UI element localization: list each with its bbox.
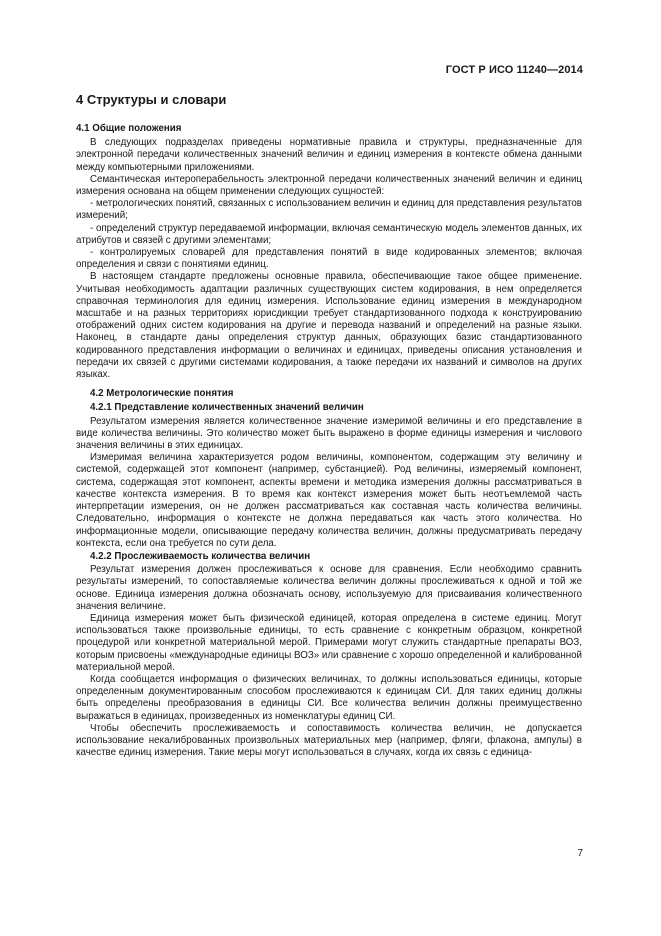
list-item: - контролируемых словарей для представления понятий в виде кодированных элементов; включая определения и связи с понятиями единиц. xyxy=(76,247,582,271)
paragraph: Единица измерения может быть физической единицей, которая определена в системе единиц. Могут использоваться также произвольные единицы, то есть сравнение с конкретным образцом, конкретной процедурой или конкретной материальной мерой. Примерами могут служить стандартные препараты ВОЗ, которым присвоены «международные единицы ВОЗ» или сравнение с хорошо определенной и калиброванной материальной мерой. xyxy=(76,612,582,673)
paragraph: Когда сообщается информация о физических величинах, то должны использоваться единицы, которые определенным документированным способом прослеживаются к единицам СИ. Для таких единиц должны быть определены преобразования в единицы СИ. Все количества величин должны преимущественно выражаться в единицах, произведенных из номенклатуры единиц СИ. xyxy=(76,673,582,722)
page-number: 7 xyxy=(577,848,583,859)
section-4-1-title: 4.1 Общие положения xyxy=(76,123,182,134)
paragraph: В следующих подразделах приведены нормативные правила и структуры, предназначенные для электронной передачи количественных значений величин и единиц измерения в контексте обмена данными между компьютерными приложениями. xyxy=(76,137,582,173)
paragraph: В настоящем стандарте предложены основные правила, обеспечивающие такое общее применение. Учитывая необходимость адаптации различных существующих систем кодирования, в нем определяется справочная терминология для единиц измерения. Использование единиц измерения в международном масштабе и на разных территориях юрисдикции требует стандартизованного подхода к конструированию отображений одних систем кодирования на другие и перевода названий и определений на разные языки. Наконец, в стандарте даны определения структур данных, образующих базис стандартизованного кодированного представления информации о величинах и единицах, приведены описания установления и передачи их связей с другими системами кодирования, а также передачи их названий и символов на других языках. xyxy=(76,271,582,381)
list-item: - определений структур передаваемой информации, включая семантическую модель элементов данных, их атрибутов и связей с другими элементами; xyxy=(76,222,582,246)
page-content xyxy=(76,92,582,759)
paragraph: Результат измерения должен прослеживаться к основе для сравнения. Если необходимо сравнить результаты измерений, то сопоставляемые количества величин должны прослеживаться к одной и той же основе. Единица измерения должна обозначать основу, используемую для присваивания количественного значения величине. xyxy=(76,564,582,612)
section-4-title: 4 Структуры и словари xyxy=(76,92,227,107)
paragraph: Измеримая величина характеризуется родом величины, компонентом, содержащим эту величину и системой, содержащей этот компонент (например, субстанцией). Род величины, измеряемый компонент, система, содержащая этот компонент, аспекты времени и методика измерения должны рассматриваться в качестве контекста измерения. В то время как контекст измерения может быть неотъемлемой часть интерпретации измерения, он не должен рассматриваться как составная часть количества величины. Следовательно, информация о контексте не должна передаваться как часть этого количества. Но информационные модели, описывающие передачу количества величин, должны предусматривать передачу контекста, если она требуется по сути дела. xyxy=(76,452,582,549)
paragraph: Чтобы обеспечить прослеживаемость и сопоставимость количества величин, не допускается использование некалиброванных произвольных материальных мер (например, фляги, флакона, ампулы) в качестве единиц измерения. Такие меры могут использоваться в случаях, когда их связь с единица- xyxy=(76,722,582,759)
paragraph: Результатом измерения является количественное значение измеримой величины и его представление в виде количества величины. Это количество может быть выражено в форме единицы измерения и числового значения величины в этих единицах. xyxy=(76,415,582,452)
list-item: - метрологических понятий, связанных с использованием величин и единиц для представления результатов измерений; xyxy=(76,198,582,222)
section-4-2-title: 4.2 Метрологические понятия xyxy=(90,388,234,400)
paragraph: Семантическая интероперабельность электронной передачи количественных значений величин и единиц измерения основана на общем применении следующих сущностей: xyxy=(76,173,582,198)
section-4-2-2-title: 4.2.2 Прослеживаемость количества величин xyxy=(90,550,311,562)
section-4-2-1-title: 4.2.1 Представление количественных значений величин xyxy=(90,402,364,414)
document-id-header: ГОСТ Р ИСО 11240—2014 xyxy=(445,64,583,76)
